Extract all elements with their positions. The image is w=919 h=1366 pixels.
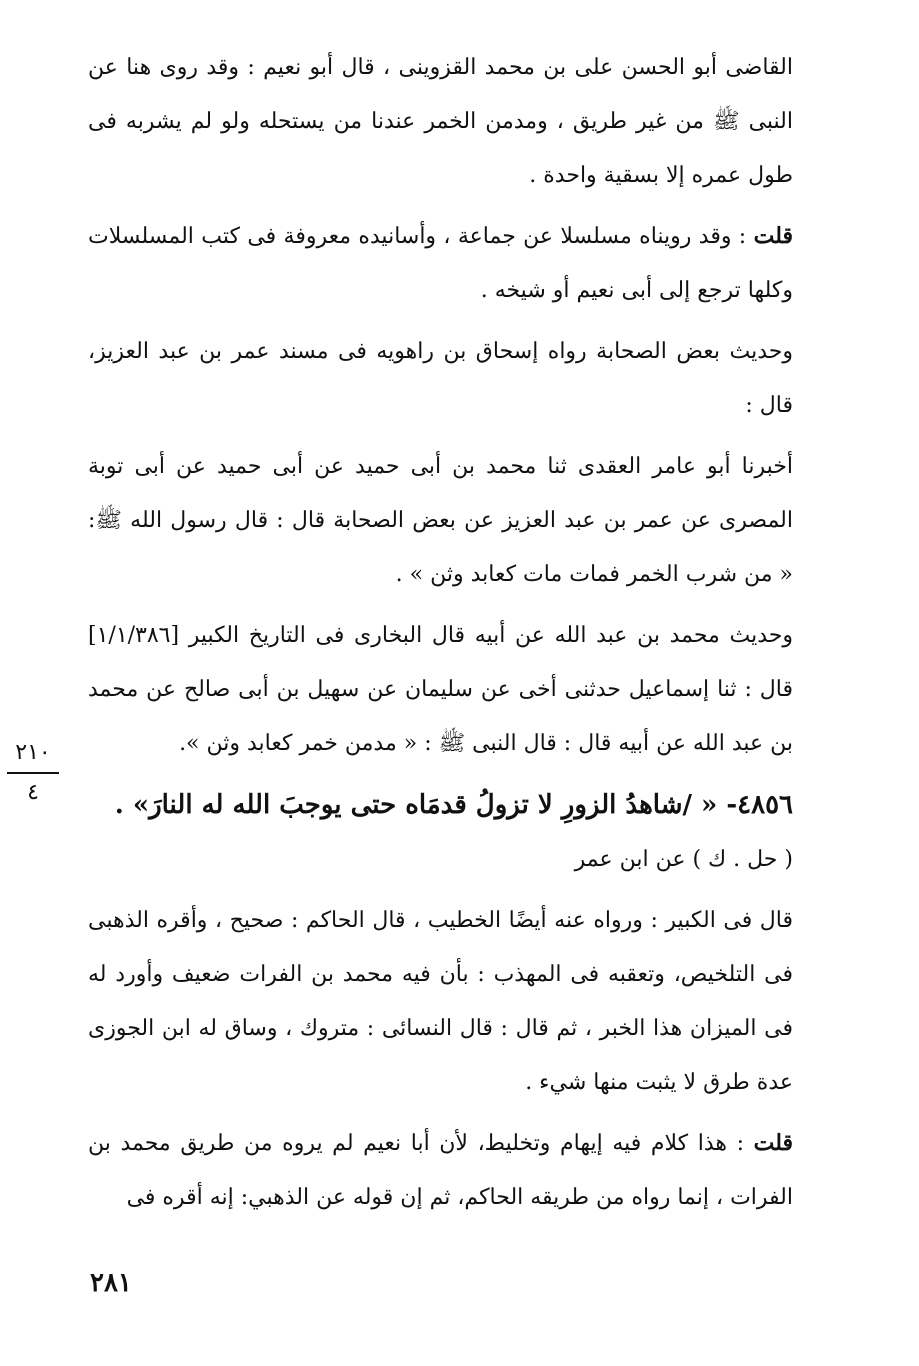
commentary-paragraph <box>88 893 793 1110</box>
page-body <box>88 40 793 1231</box>
paragraph-text: : وقد رويناه مسلسلا عن جماعة ، وأسانيده معروفة فى كتب المسلسلات وكلها ترجع إلى أبى نعيم أو شيخه . <box>88 224 793 303</box>
paragraph-text: : هذا كلام فيه إيهام وتخليط، لأن أبا نعيم لم يروه من طريق محمد بن الفرات ، إنما رواه من طريقه الحاكم، ثم إن قوله عن الذهبي: إنه أقره فى <box>88 1131 793 1210</box>
paragraph <box>88 608 793 771</box>
hadith-entry: ٤٨٥٦- « /شاهدُ الزورِ لا تزولُ قدمَاه حتى يوجبَ الله له النارَ» . <box>114 790 793 820</box>
paragraph-lead: قلت <box>753 223 793 249</box>
paragraph-text: قال فى الكبير : ورواه عنه أيضًا الخطيب ، قال الحاكم : صحيح ، وأقره الذهبى فى التلخيص، وتعقبه فى المهذب : بأن فيه محمد بن الفرات ضعيف وأورد له فى الميزان هذا الخبر ، ثم قال : قال النسائى : متروك ، وساق له ابن الجوزى عدة طرق لا يثبت منها شيء . <box>88 908 793 1095</box>
margin-reference <box>6 738 60 808</box>
paragraph <box>88 439 793 602</box>
margin-reference-divider <box>7 772 59 774</box>
paragraph-text: أخبرنا أبو عامر العقدى ثنا محمد بن أبى حميد عن أبى حميد عن أبى توبة المصرى عن عمر بن عبد العزيز عن بعض الصحابة قال : قال رسول الله ﷺ: « من شرب الخمر فمات مات كعابد وثن » . <box>88 454 793 587</box>
paragraph <box>88 40 793 203</box>
hadith-source: ( حل . ك ) عن ابن عمر <box>574 847 793 872</box>
paragraph-text: القاضى أبو الحسن على بن محمد القزوينى ، قال أبو نعيم : وقد روى هنا عن النبى ﷺ من غير طريق ، ومدمن الخمر عندنا من يستحله ولو لم يشربه فى طول عمره إلا بسقية واحدة . <box>88 55 793 188</box>
paragraph-text: وحديث محمد بن عبد الله عن أبيه قال البخارى فى التاريخ الكبير [١/١/٣٨٦] قال : ثنا إسماعيل حدثنى أخى عن سليمان عن سهيل بن أبى صالح عن محمد بن عبد الله عن أبيه قال : قال النبى ﷺ : « مدمن خمر كعابد وثن ». <box>88 623 793 756</box>
margin-reference-top: ٢١٠ <box>15 740 51 765</box>
paragraph <box>88 209 793 318</box>
paragraph <box>88 324 793 433</box>
commentary-paragraph <box>88 1116 793 1225</box>
margin-reference-bottom: ٤ <box>27 780 39 805</box>
paragraph-text: وحديث بعض الصحابة رواه إسحاق بن راهويه فى مسند عمر بن عبد العزيز، قال : <box>88 339 793 418</box>
paragraph-lead: قلت <box>753 1130 793 1156</box>
page-number: ٢٨١ <box>90 1268 132 1298</box>
